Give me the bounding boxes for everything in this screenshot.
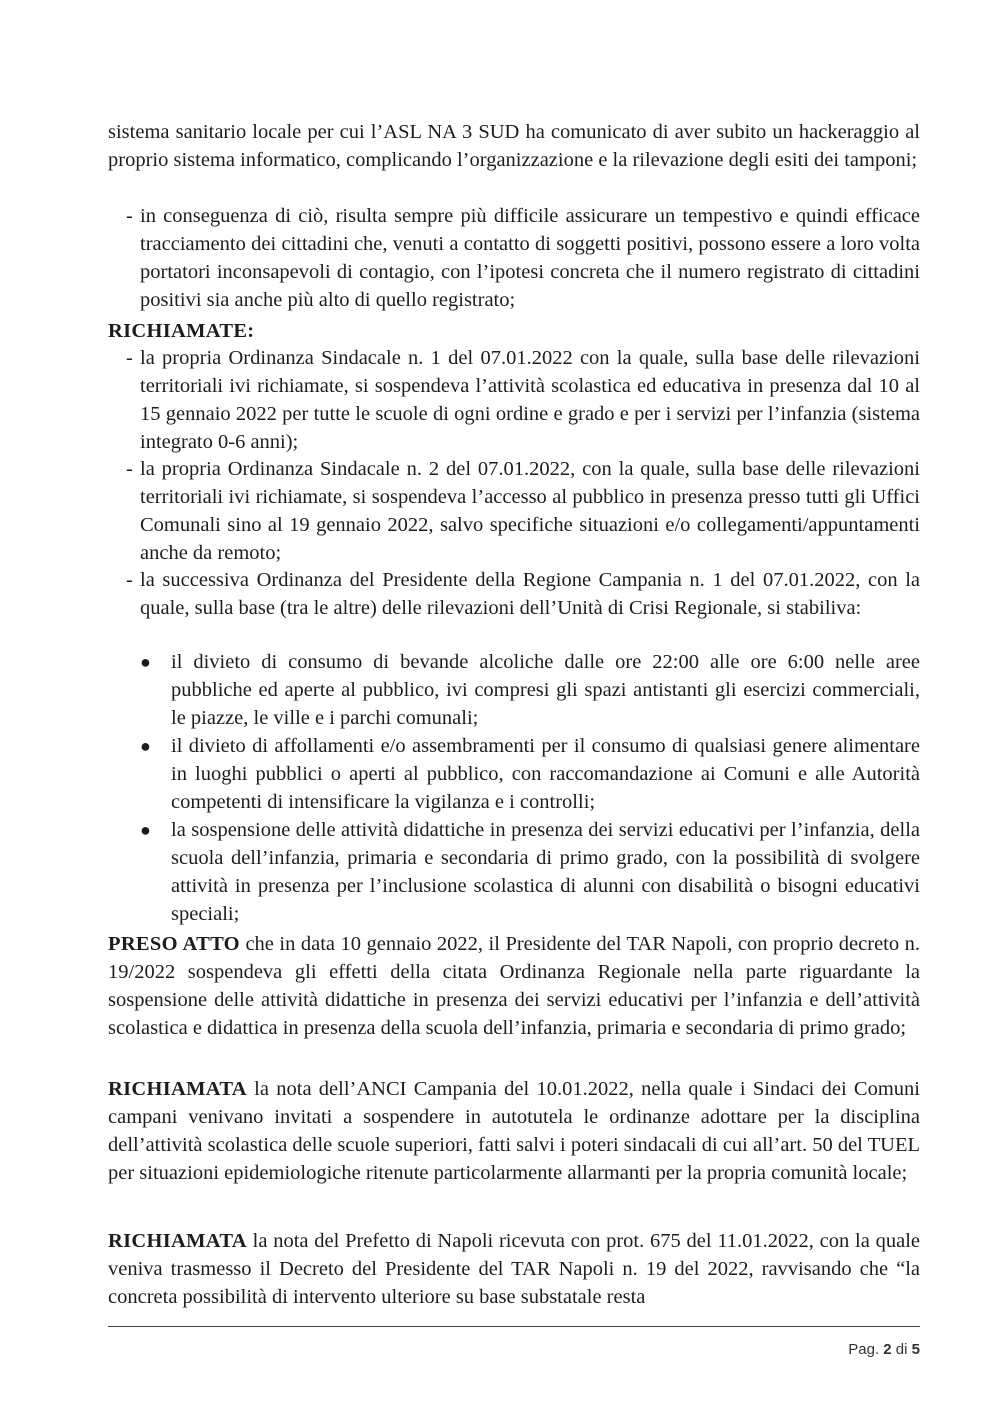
list-item-text: la propria Ordinanza Sindacale n. 2 del 07.01.2022, con la quale, sulla base delle rilevazioni territoriali ivi richiamate, si sospendeva l’accesso al pubblico in presenza presso tutti gli Uffici Comunali sino al 19 gennaio 2022, salvo specifiche situazioni e/o collegamenti/appuntamenti anche da remoto;: [140, 458, 920, 564]
bullet-text: la sospensione delle attività didattiche in presenza dei servizi educativi per l’infanzia, della scuola dell’infanzia, primaria e secondaria di primo grado, con la possibilità di svolgere attività in presenza per l’inclusione scolastica di alunni con disabilità o bisogni educativi speciali;: [171, 819, 920, 925]
page-label: Pag.: [848, 1341, 880, 1358]
list-item: [108, 455, 920, 567]
preso-atto-heading: PRESO ATTO: [108, 933, 240, 955]
richiamata-text: la nota dell’ANCI Campania del 10.01.2022, nella quale i Sindaci dei Comuni campani venivano invitati a sospendere in autotutela le ordinanze adottare per la disciplina dell’attività scolastica delle scuole superiori, fatti salvi i poteri sindacali di cui all’art. 50 del TUEL per situazioni epidemiologiche ritenute particolarmente allarmanti per la propria comunità locale;: [108, 1078, 920, 1184]
richiamata-heading: RICHIAMATA: [108, 1230, 247, 1252]
paragraph-richiamata-anci: [108, 1075, 920, 1187]
bullet-marker: ●: [140, 820, 151, 840]
list-item: [108, 202, 920, 314]
heading-richiamate: RICHIAMATE:: [108, 320, 255, 342]
bullet-marker: ●: [140, 652, 151, 672]
bullet-item: [140, 732, 920, 816]
preso-atto-text: che in data 10 gennaio 2022, il Presidente del TAR Napoli, con proprio decreto n. 19/2022 sospendeva gli effetti della citata Ordinanza Regionale nella parte riguardante la sospensione delle attività didattiche in presenza dei servizi educativi per l’infanzia e dell’attività scolastica e didattica in presenza della scuola dell’infanzia, primaria e secondaria di primo grado;: [108, 933, 921, 1039]
paragraph-intro: sistema sanitario locale per cui l’ASL NA 3 SUD ha comunicato di aver subito un hackeraggio al proprio sistema informatico, complicando l’organizzazione e la rilevazione degli esiti dei tamponi;: [108, 121, 920, 171]
paragraph-preso-atto: [108, 930, 920, 1042]
dash-marker: -: [126, 458, 133, 480]
list-item: [108, 344, 920, 456]
dash-marker: -: [126, 569, 133, 591]
page-footer: [848, 1336, 920, 1364]
richiamata-heading: RICHIAMATA: [108, 1078, 247, 1100]
page-total: 5: [911, 1341, 920, 1358]
bullet-text: il divieto di affollamenti e/o assembramenti per il consumo di qualsiasi genere alimentare in luoghi pubblici o aperti al pubblico, con raccomandazione ai Comuni e alle Autorità competenti di intensificare la vigilanza e i controlli;: [171, 735, 920, 813]
dash-marker: -: [126, 347, 133, 369]
richiamata-text: la nota del Prefetto di Napoli ricevuta con prot. 675 del 11.01.2022, con la quale veniva trasmesso il Decreto del Presidente del TAR Napoli n. 19 del 2022, ravvisando che “la concreta possibilità di intervento ulteriore su base substatale resta: [108, 1230, 920, 1308]
bullet-item: [140, 816, 920, 928]
bullet-marker: ●: [140, 736, 151, 756]
dash-marker: -: [126, 205, 133, 227]
bullet-text: il divieto di consumo di bevande alcoliche dalle ore 22:00 alle ore 6:00 nelle aree pubbliche ed aperte al pubblico, ivi compresi gli spazi antistanti gli esercizi commerciali, le piazze, le ville e i parchi comunali;: [171, 651, 920, 729]
bullet-item: [140, 648, 920, 732]
list-item: [108, 566, 920, 622]
list-item-text: la propria Ordinanza Sindacale n. 1 del 07.01.2022 con la quale, sulla base delle rilevazioni territoriali ivi richiamate, si sospendeva l’attività scolastica ed educativa in presenza dal 10 al 15 gennaio 2022 per tutte le scuole di ogni ordine e grado e per i servizi per l’infanzia (sistema integrato 0-6 anni);: [140, 347, 920, 453]
page-number: 2: [883, 1341, 892, 1358]
page-of-label: di: [895, 1341, 908, 1358]
list-item-text: la successiva Ordinanza del Presidente della Regione Campania n. 1 del 07.01.2022, con la quale, sulla base (tra le altre) delle rilevazioni dell’Unità di Crisi Regionale, si stabiliva:: [140, 569, 920, 619]
footer-divider: [108, 1326, 920, 1327]
paragraph-richiamata-prefetto: [108, 1227, 920, 1311]
list-item-text: in conseguenza di ciò, risulta sempre più difficile assicurare un tempestivo e quindi efficace tracciamento dei cittadini che, venuti a contatto di soggetti positivi, possono essere a loro volta portatori inconsapevoli di contagio, con l’ipotesi concreta che il numero registrato di cittadini positivi sia anche più alto di quello registrato;: [140, 205, 920, 311]
